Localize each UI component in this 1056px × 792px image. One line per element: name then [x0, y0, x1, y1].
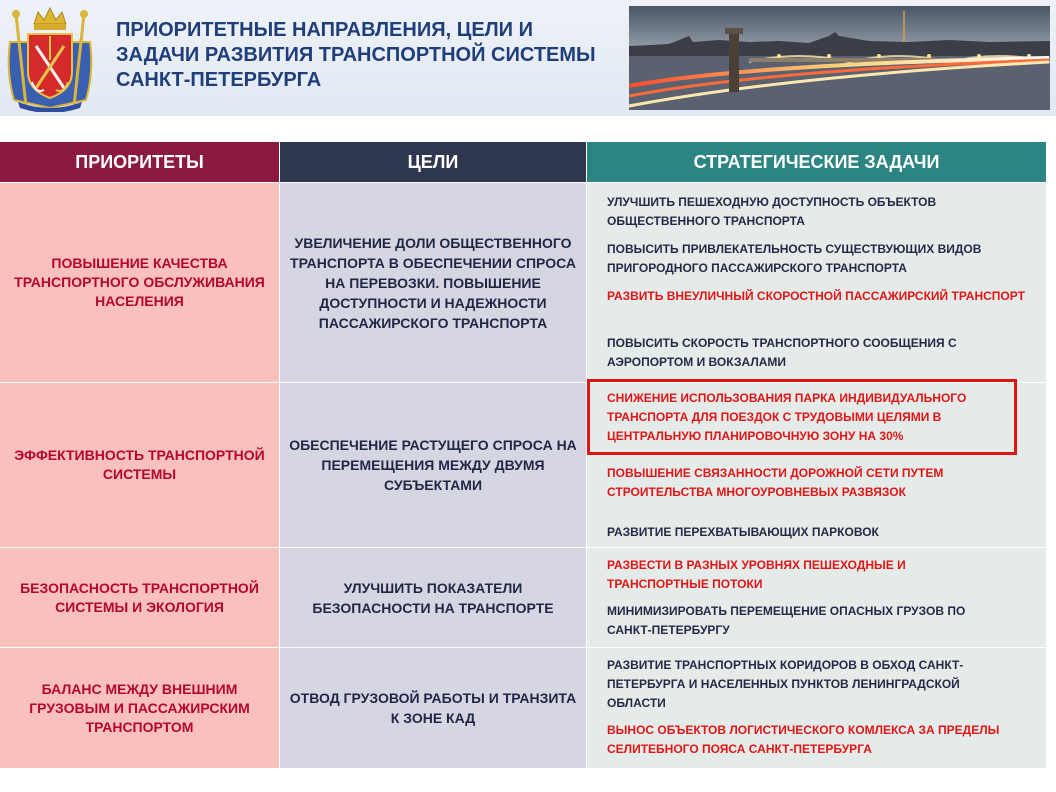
- goal-cell: ОБЕСПЕЧЕНИЕ РАСТУЩЕГО СПРОСА НА ПЕРЕМЕЩЕНИЯ МЕЖДУ ДВУМЯ СУБЪЕКТАМИ: [280, 383, 586, 547]
- column-header-priorities: ПРИОРИТЕТЫ: [0, 142, 279, 182]
- header: [0, 0, 1056, 116]
- task-item-highlighted: СНИЖЕНИЕ ИСПОЛЬЗОВАНИЯ ПАРКА ИНДИВИДУАЛЬНОГО ТРАНСПОРТА ДЛЯ ПОЕЗДОК С ТРУДОВЫМИ ЦЕЛЯМИ В ЦЕНТРАЛЬНУЮ ПЛАНИРОВОЧНУЮ ЗОНУ НА 30%: [607, 391, 967, 443]
- priority-cell: ПОВЫШЕНИЕ КАЧЕСТВА ТРАНСПОРТНОГО ОБСЛУЖИВАНИЯ НАСЕЛЕНИЯ: [0, 183, 279, 382]
- tasks-cell: [587, 648, 1046, 768]
- task-item: РАЗВИТЬ ВНЕУЛИЧНЫЙ СКОРОСТНОЙ ПАССАЖИРСКИЙ ТРАНСПОРТ: [607, 289, 1025, 303]
- column-header-tasks: СТРАТЕГИЧЕСКИЕ ЗАДАЧИ: [587, 142, 1046, 182]
- priority-cell: БАЛАНС МЕЖДУ ВНЕШНИМ ГРУЗОВЫМ И ПАССАЖИРСКИМ ТРАНСПОРТОМ: [0, 648, 279, 768]
- coat-of-arms-icon: [4, 2, 96, 112]
- goal-cell: УВЕЛИЧЕНИЕ ДОЛИ ОБЩЕСТВЕННОГО ТРАНСПОРТА В ОБЕСПЕЧЕНИИ СПРОСА НА ПЕРЕВОЗКИ. ПОВЫШЕНИЕ ДОСТУПНОСТИ И НАДЕЖНОСТИ ПАССАЖИРСКОГО ТРАНСПОРТА: [280, 183, 586, 382]
- column-header-goals: ЦЕЛИ: [280, 142, 586, 182]
- task-item: ПОВЫШЕНИЕ СВЯЗАННОСТИ ДОРОЖНОЙ СЕТИ ПУТЕМ СТРОИТЕЛЬСТВА МНОГОУРОВНЕВЫХ РАЗВЯЗОК: [607, 466, 944, 499]
- task-item: РАЗВИТИЕ ПЕРЕХВАТЫВАЮЩИХ ПАРКОВОК: [607, 525, 879, 539]
- task-item: ВЫНОС ОБЪЕКТОВ ЛОГИСТИЧЕСКОГО КОМЛЕКСА ЗА ПРЕДЕЛЫ СЕЛИТЕБНОГО ПОЯСА САНКТ-ПЕТЕРБУРГА: [607, 723, 1000, 756]
- goal-cell: ОТВОД ГРУЗОВОЙ РАБОТЫ И ТРАНЗИТА К ЗОНЕ КАД: [280, 648, 586, 768]
- priority-cell: БЕЗОПАСНОСТЬ ТРАНСПОРТНОЙ СИСТЕМЫ И ЭКОЛОГИЯ: [0, 548, 279, 647]
- city-bridge-photo: [629, 6, 1050, 110]
- task-item: РАЗВЕСТИ В РАЗНЫХ УРОВНЯХ ПЕШЕХОДНЫЕ И ТРАНСПОРТНЫЕ ПОТОКИ: [607, 558, 906, 591]
- task-item: ПОВЫСИТЬ ПРИВЛЕКАТЕЛЬНОСТЬ СУЩЕСТВУЮЩИХ ВИДОВ ПРИГОРОДНОГО ПАССАЖИРСКОГО ТРАНСПОРТА: [607, 242, 982, 275]
- page-title: ПРИОРИТЕТНЫЕ НАПРАВЛЕНИЯ, ЦЕЛИ И ЗАДАЧИ РАЗВИТИЯ ТРАНСПОРТНОЙ СИСТЕМЫ САНКТ-ПЕТЕРБУРГА: [116, 19, 596, 91]
- task-item: МИНИМИЗИРОВАТЬ ПЕРЕМЕЩЕНИЕ ОПАСНЫХ ГРУЗОВ ПО САНКТ-ПЕТЕРБУРГУ: [607, 604, 966, 637]
- tasks-cell: [587, 548, 1046, 647]
- priorities-table: [0, 142, 1046, 768]
- task-item: УЛУЧШИТЬ ПЕШЕХОДНУЮ ДОСТУПНОСТЬ ОБЪЕКТОВ ОБЩЕСТВЕННОГО ТРАНСПОРТА: [607, 195, 937, 228]
- task-item: РАЗВИТИЕ ТРАНСПОРТНЫХ КОРИДОРОВ В ОБХОД САНКТ-ПЕТЕРБУРГА И НАСЕЛЕННЫХ ПУНКТОВ ЛЕНИНГРАДСКОЙ ОБЛАСТИ: [607, 658, 964, 710]
- highlight-frame: [587, 379, 1017, 455]
- goal-cell: УЛУЧШИТЬ ПОКАЗАТЕЛИ БЕЗОПАСНОСТИ НА ТРАНСПОРТЕ: [280, 548, 586, 647]
- task-item: ПОВЫСИТЬ СКОРОСТЬ ТРАНСПОРТНОГО СООБЩЕНИЯ С АЭРОПОРТОМ И ВОКЗАЛАМИ: [607, 336, 957, 369]
- tasks-cell: [587, 183, 1046, 382]
- priority-cell: ЭФФЕКТИВНОСТЬ ТРАНСПОРТНОЙ СИСТЕМЫ: [0, 383, 279, 547]
